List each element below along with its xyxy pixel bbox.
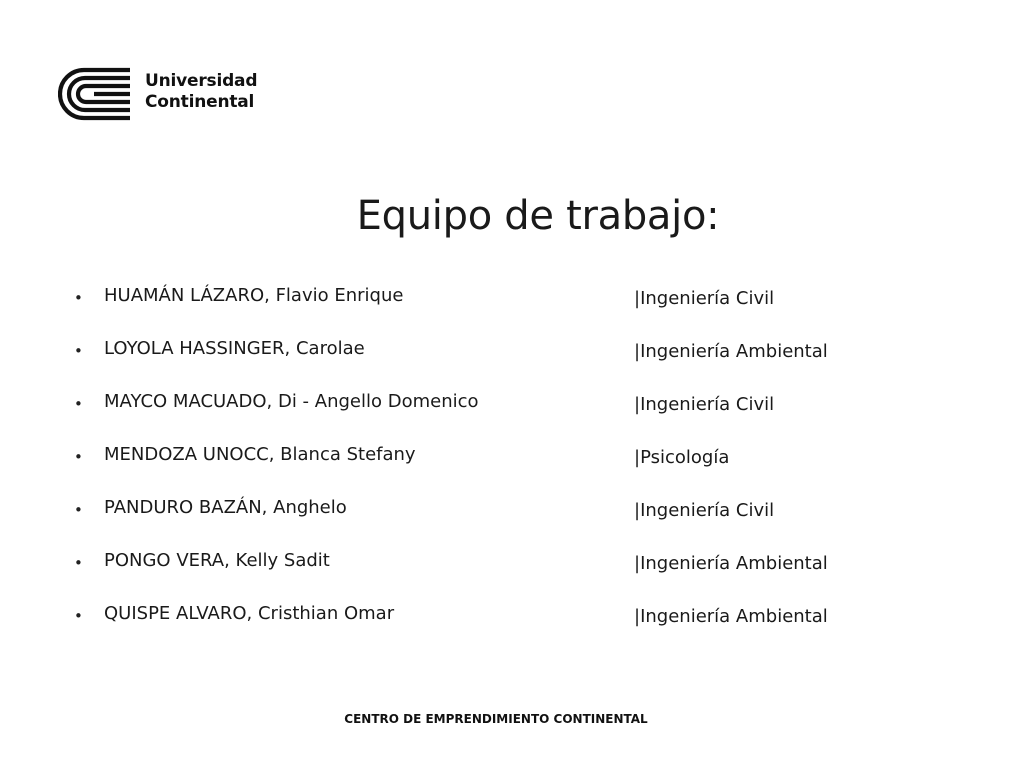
list-item: [74, 494, 974, 547]
logo-text-line2: Continental: [145, 92, 255, 112]
list-item: [74, 388, 974, 441]
footer-text: CENTRO DE EMPRENDIMIENTO CONTINENTAL: [344, 712, 648, 726]
member-name: QUISPE ALVARO, Cristhian Omar: [104, 603, 395, 624]
page-title: Equipo de trabajo:: [356, 193, 720, 239]
list-item: [74, 282, 974, 335]
member-name: PONGO VERA, Kelly Sadit: [104, 550, 330, 571]
member-name: MENDOZA UNOCC, Blanca Stefany: [104, 444, 416, 465]
logo-text-line1: Universidad: [145, 71, 258, 91]
list-item: [74, 441, 974, 494]
member-career: |Ingeniería Ambiental: [634, 553, 828, 574]
list-item: [74, 547, 974, 600]
team-member-list: [74, 282, 974, 653]
member-career: |Ingeniería Civil: [634, 500, 775, 521]
member-name: LOYOLA HASSINGER, Carolae: [104, 338, 365, 359]
bullet-icon: •: [74, 448, 83, 466]
member-career: |Ingeniería Civil: [634, 288, 775, 309]
member-name: MAYCO MACUADO, Di - Angello Domenico: [104, 391, 479, 412]
bullet-icon: •: [74, 289, 83, 307]
member-career: |Psicología: [634, 447, 730, 468]
bullet-icon: •: [74, 342, 83, 360]
bullet-icon: •: [74, 395, 83, 413]
member-career: |Ingeniería Civil: [634, 394, 775, 415]
bullet-icon: •: [74, 501, 83, 519]
bullet-icon: •: [74, 607, 83, 625]
list-item: [74, 335, 974, 388]
list-item: [74, 600, 974, 653]
continental-logo-mark-icon: [58, 66, 134, 122]
member-career: |Ingeniería Ambiental: [634, 606, 828, 627]
member-name: PANDURO BAZÁN, Anghelo: [104, 497, 347, 518]
logo-text: [145, 71, 257, 113]
member-name: HUAMÁN LÁZARO, Flavio Enrique: [104, 285, 404, 306]
university-logo: [58, 66, 268, 122]
member-career: |Ingeniería Ambiental: [634, 341, 828, 362]
bullet-icon: •: [74, 554, 83, 572]
